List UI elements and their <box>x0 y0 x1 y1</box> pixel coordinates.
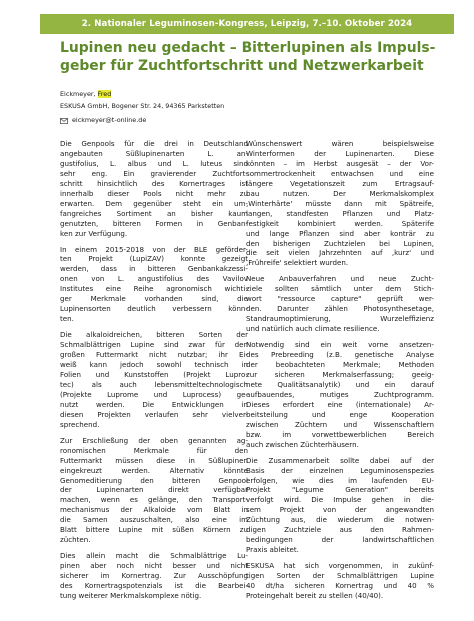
text-line: ronomischen Merkmale für den <box>60 445 248 455</box>
text-line: tung weiterer Merkmalskomplexe nötig. <box>60 590 202 600</box>
text-line: nutzt werden. Die Entwicklungen in <box>60 399 248 409</box>
author-list <box>60 90 111 99</box>
text-line: und lange Pflanzen sind aber konträr zu <box>246 228 434 238</box>
author-given-name: Fred <box>97 90 112 98</box>
text-line: sommertrockenheit entwachsen und eine <box>246 168 434 178</box>
text-line: genutzten, bitteren Formen in Genban- <box>60 218 248 228</box>
envelope-icon <box>60 118 68 124</box>
text-line: erfolgen, wie dies im laufenden EU- <box>246 475 434 485</box>
text-line: und natürlich auch climate resilience. <box>246 324 380 334</box>
conference-header: 2. Nationaler Leguminosen-Kongress, Leipzig, 7.–10. Oktober 2024 <box>40 14 454 34</box>
text-line: sprechend. <box>60 419 100 429</box>
text-line: beitsteilung und enge Kooperation <box>246 409 434 419</box>
text-line: nete Qualitätsanalytik) und ein darauf <box>246 379 434 389</box>
left-paragraph <box>60 436 248 545</box>
text-line: schritt hinsichtlich des Kornertrages ist <box>60 178 248 188</box>
text-line: den bisherigen Zuchtzielen bei Lupinen, <box>246 238 434 248</box>
text-line: die seit vielen Jahrzehnten auf ‚kurz' und <box>246 248 434 258</box>
text-line: verfolgt wird. Die Impulse gehen in die- <box>246 495 434 505</box>
affiliation: ESKUSA GmbH, Bogener Str. 24, 94365 Parkstetten <box>60 102 225 110</box>
text-line: ‚Winterhärte' müsste dann mit Spätreife, <box>246 198 434 208</box>
text-line: aufbauendes, mutiges Zuchtprogramm. <box>246 389 434 399</box>
text-line: Proteingehalt bereit zu stellen (40/40). <box>246 590 384 600</box>
right-paragraph <box>246 561 434 601</box>
text-line: fangreiches Sortiment an bisher kaum <box>60 208 248 218</box>
text-line: machen, wenn es gelänge, den Transport- <box>60 495 248 505</box>
text-line: sehr eng. Ein gravierender Zuchtfort- <box>60 168 248 178</box>
text-line: Dies allein macht die Schmalblättrige Lu- <box>60 551 248 561</box>
text-line: Die alkaloidreichen, bitteren Sorten der <box>60 330 248 340</box>
left-paragraph <box>60 330 248 430</box>
text-line: ten Projekt (LupiZAV) konnte gezeigt <box>60 254 248 264</box>
text-line: eingekreuzt werden. Alternativ könnte <box>60 465 248 475</box>
text-line: gustifolius, L. albus und L. luteus sind <box>60 158 248 168</box>
text-line: zur sicheren Merkmalserfassung; geeig- <box>246 369 434 379</box>
text-line: Die Genpools für die drei in Deutschland <box>60 139 248 148</box>
text-line: Lupinensorten deutlich verbessern könn- <box>60 304 248 314</box>
left-paragraph <box>60 139 248 239</box>
text-line: der Lupinenarten direkt verfügbar <box>60 485 248 495</box>
email-address[interactable]: eickmeyer@t-online.de <box>72 116 147 124</box>
text-line: auch zwischen Züchterhäusern. <box>246 439 359 449</box>
text-line: 40 dt/ha sicheren Kornertrag und 40 % <box>246 581 434 591</box>
left-paragraph <box>60 245 248 325</box>
title-line-2: geber für Zuchtfortschritt und Netzwerkarbeit <box>60 57 424 74</box>
text-line: des Kornertragspotenzials ist die Bearbei- <box>60 581 248 591</box>
text-line: Blatt bittere Lupine mit süßen Körnern zu <box>60 525 248 535</box>
text-line: festigkeit kombiniert werden. Späterife <box>246 218 434 228</box>
text-line: tigen Sorten der Schmalblättrigen Lupine <box>246 571 434 581</box>
text-line: ken zur Verfügung. <box>60 228 128 238</box>
text-line: Schmalblättrigen Lupine sind zwar für den <box>60 340 248 350</box>
text-line: diesen Projekten verlaufen sehr vielver- <box>60 409 248 419</box>
text-line: erwarten. Dem gegenüber steht ein um- <box>60 198 248 208</box>
text-line: Winterformen der Lupinenarten. Diese <box>246 148 434 158</box>
text-line: bau nutzen. Der Merkmalskomplex <box>246 188 434 198</box>
text-line: Dieses erfordert eine (internationale) Ar- <box>246 399 434 409</box>
text-line: Wünschenswert wären beispielsweise <box>246 139 434 148</box>
text-line: Notwendig sind ein weit vorne ansetzen- <box>246 340 434 350</box>
text-line: sem Projekt von der angewandten <box>246 505 434 515</box>
text-line: angebauten Süßlupinenarten L. an- <box>60 148 248 158</box>
text-line: Folien und Kunststoffen (Projekt Lupro- <box>60 369 248 379</box>
text-line: Die Zusammenarbeit sollte dabei auf der <box>246 455 434 465</box>
text-line: Züchtung aus, die wiederum die notwen- <box>246 515 434 525</box>
text-line: ten. <box>60 314 74 324</box>
right-paragraph <box>246 139 434 268</box>
text-line: züchten. <box>60 535 91 545</box>
text-line: Basis der einzelnen Leguminosenspezies <box>246 465 434 475</box>
text-line: werden, dass in bitteren Genbankakzessi- <box>60 264 248 274</box>
text-line: ziele sollten sämtlich unter dem Stich- <box>246 284 434 294</box>
text-line: onen von L. angustifolius des Vavilov <box>60 274 248 284</box>
text-line: langen, standfesten Pflanzen und Platz- <box>246 208 434 218</box>
title-line-1: Lupinen neu gedacht – Bitterlupinen als Impuls- <box>60 40 436 56</box>
text-line: die Samen auszuschalten, also eine im <box>60 515 248 525</box>
text-line: tec) als auch lebensmitteltechnologisch <box>60 379 248 389</box>
text-line: längere Vegetationszeit zum Ertragsauf- <box>246 178 434 188</box>
left-paragraph <box>60 551 248 601</box>
text-line: digen Zuchtziele aus den Rahmen- <box>246 525 434 535</box>
text-line: ESKUSA hat sich vorgenommen, in zukünf- <box>246 561 434 571</box>
text-line: Institutes eine Reihe agronomisch wichti- <box>60 284 248 294</box>
left-column <box>60 139 248 607</box>
right-paragraph <box>246 274 434 334</box>
text-line: Neue Anbauverfahren und neue Zucht- <box>246 274 434 284</box>
text-line: bedingungen der landwirtschaftlichen <box>246 535 434 545</box>
text-line: Futtermarkt müssen diese in Süßlupinen <box>60 455 248 465</box>
right-column <box>246 139 434 607</box>
text-line: Zur Erschließung der oben genannten ag- <box>60 435 248 445</box>
text-line: der beobachteten Merkmale; Methoden <box>246 360 434 370</box>
text-line: (Projekte Luprome und Luprocess) ge- <box>60 389 248 399</box>
text-line: weiß kann jedoch sowohl technisch in <box>60 360 248 370</box>
text-line: bzw. im vorwettbewerblichen Bereich <box>246 429 434 439</box>
right-paragraph <box>246 456 434 556</box>
text-line: Projekt "Legume Generation" bereits <box>246 485 434 495</box>
author-surname: Eickmeyer, <box>60 90 98 98</box>
text-line: innerhalb dieser Pools nicht mehr zu <box>60 188 248 198</box>
text-line: des Prebreeding (z.B. genetische Analyse <box>246 350 434 360</box>
text-line: zwischen Züchtern und Wissenschaftlern <box>246 419 434 429</box>
text-line: pinen aber noch nicht besser und nicht <box>60 561 248 571</box>
text-line: Praxis ableitet. <box>246 545 299 555</box>
text-line: den. Darunter zählen Photosynthesetage, <box>246 304 434 314</box>
text-line: Genomeditierung den bitteren Genpool <box>60 475 248 485</box>
text-line: mechanismus der Alkaloide vom Blatt in <box>60 505 248 515</box>
text-line: wort "ressource capture" geprüft wer- <box>246 294 434 304</box>
text-line: In einem 2015-2018 von der BLE geförder- <box>60 244 248 254</box>
article-title <box>60 40 454 75</box>
text-line: großen Futtermarkt nicht nutzbar; ihr Ei- <box>60 350 248 360</box>
text-line: sicherer im Kornertrag. Zur Ausschöpfung <box>60 571 248 581</box>
text-line: Standraumoptimierung, Wurzeleffizienz <box>246 314 434 324</box>
email-row <box>60 116 146 125</box>
right-paragraph <box>246 340 434 449</box>
text-line: könnten – im Herbst ausgesät – der Vor- <box>246 158 434 168</box>
text-line: ‚Frühreife' selektiert wurden. <box>246 258 349 268</box>
text-line: ger Merkmale vorhanden sind, die <box>60 294 248 304</box>
